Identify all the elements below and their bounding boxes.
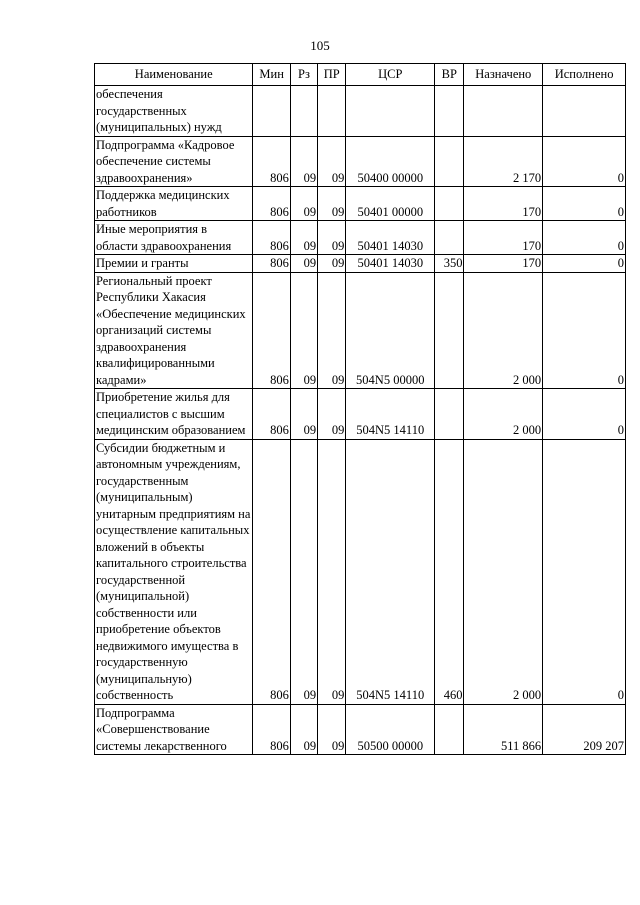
row-assigned: 511 866	[464, 704, 543, 755]
row-rz: 09	[290, 439, 317, 704]
row-vr: 460	[435, 439, 464, 704]
row-min: 806	[253, 704, 290, 755]
row-assigned	[464, 86, 543, 137]
page-number: 105	[310, 38, 330, 53]
row-min: 806	[253, 136, 290, 187]
header-name: Наименование	[95, 64, 253, 86]
table-row	[95, 389, 626, 440]
row-min	[253, 86, 290, 137]
row-name: Подпрограмма «Кадровое обеспечение системы здравоохранения»	[95, 136, 253, 187]
table-row	[95, 136, 626, 187]
row-executed: 0	[543, 187, 626, 221]
row-rz: 09	[290, 272, 317, 389]
row-name: Поддержка медицинских работников	[95, 187, 253, 221]
row-vr	[435, 187, 464, 221]
row-csr: 50401 14030	[346, 255, 435, 273]
row-csr: 50500 00000	[346, 704, 435, 755]
table-row	[95, 704, 626, 755]
row-pr: 09	[318, 255, 346, 273]
row-pr	[318, 86, 346, 137]
row-csr: 50401 14030	[346, 221, 435, 255]
row-min: 806	[253, 187, 290, 221]
row-name: Приобретение жилья для специалистов с высшим медицинским образованием	[95, 389, 253, 440]
row-executed	[543, 86, 626, 137]
row-rz: 09	[290, 704, 317, 755]
row-rz: 09	[290, 389, 317, 440]
row-assigned: 170	[464, 221, 543, 255]
row-executed: 0	[543, 255, 626, 273]
row-csr	[346, 86, 435, 137]
table-row	[95, 255, 626, 273]
row-pr: 09	[318, 187, 346, 221]
row-pr: 09	[318, 389, 346, 440]
row-csr: 504N5 00000	[346, 272, 435, 389]
row-name: Подпрограмма «Совершенствование системы лекарственного	[95, 704, 253, 755]
row-min: 806	[253, 255, 290, 273]
header-vr: ВР	[435, 64, 464, 86]
table-row	[95, 221, 626, 255]
budget-table	[94, 63, 626, 755]
row-vr	[435, 221, 464, 255]
row-name: Премии и гранты	[95, 255, 253, 273]
table-row	[95, 272, 626, 389]
row-rz: 09	[290, 187, 317, 221]
row-pr: 09	[318, 439, 346, 704]
row-pr: 09	[318, 136, 346, 187]
row-rz	[290, 86, 317, 137]
row-executed: 209 207	[543, 704, 626, 755]
row-csr: 50400 00000	[346, 136, 435, 187]
row-name: Региональный проект Республики Хакасия «Обеспечение медицинских организаций системы здравоохранения квалифицированными кадрами»	[95, 272, 253, 389]
row-min: 806	[253, 221, 290, 255]
row-rz: 09	[290, 255, 317, 273]
row-vr	[435, 136, 464, 187]
row-assigned: 170	[464, 255, 543, 273]
row-vr	[435, 704, 464, 755]
row-min: 806	[253, 439, 290, 704]
header-executed: Исполнено	[543, 64, 626, 86]
header-min: Мин	[253, 64, 290, 86]
row-assigned: 2 000	[464, 272, 543, 389]
row-pr: 09	[318, 704, 346, 755]
row-rz: 09	[290, 136, 317, 187]
row-csr: 504N5 14110	[346, 389, 435, 440]
row-pr: 09	[318, 221, 346, 255]
row-executed: 0	[543, 221, 626, 255]
row-assigned: 170	[464, 187, 543, 221]
row-name: обеспечения государственных (муниципальных) нужд	[95, 86, 253, 137]
row-name: Иные мероприятия в области здравоохранения	[95, 221, 253, 255]
row-csr: 504N5 14110	[346, 439, 435, 704]
row-executed: 0	[543, 136, 626, 187]
row-min: 806	[253, 272, 290, 389]
row-vr	[435, 86, 464, 137]
table-row	[95, 439, 626, 704]
header-pr: ПР	[318, 64, 346, 86]
row-executed: 0	[543, 439, 626, 704]
row-vr	[435, 272, 464, 389]
row-assigned: 2 000	[464, 389, 543, 440]
row-rz: 09	[290, 221, 317, 255]
row-min: 806	[253, 389, 290, 440]
header-rz: Рз	[290, 64, 317, 86]
row-name: Субсидии бюджетным и автономным учреждениям, государственным (муниципальным) унитарным предприятиям на осуществление капитальных вложений в объекты капитального строительства государственной (муниципальной) собственности или приобретение объектов недвижимого имущества в государственную (муниципальную) собственность	[95, 439, 253, 704]
row-executed: 0	[543, 389, 626, 440]
row-pr: 09	[318, 272, 346, 389]
row-vr	[435, 389, 464, 440]
header-csr: ЦСР	[346, 64, 435, 86]
header-row	[95, 64, 626, 86]
table-row	[95, 86, 626, 137]
row-vr: 350	[435, 255, 464, 273]
row-assigned: 2 170	[464, 136, 543, 187]
row-assigned: 2 000	[464, 439, 543, 704]
header-assigned: Назначено	[464, 64, 543, 86]
row-csr: 50401 00000	[346, 187, 435, 221]
table-row	[95, 187, 626, 221]
row-executed: 0	[543, 272, 626, 389]
